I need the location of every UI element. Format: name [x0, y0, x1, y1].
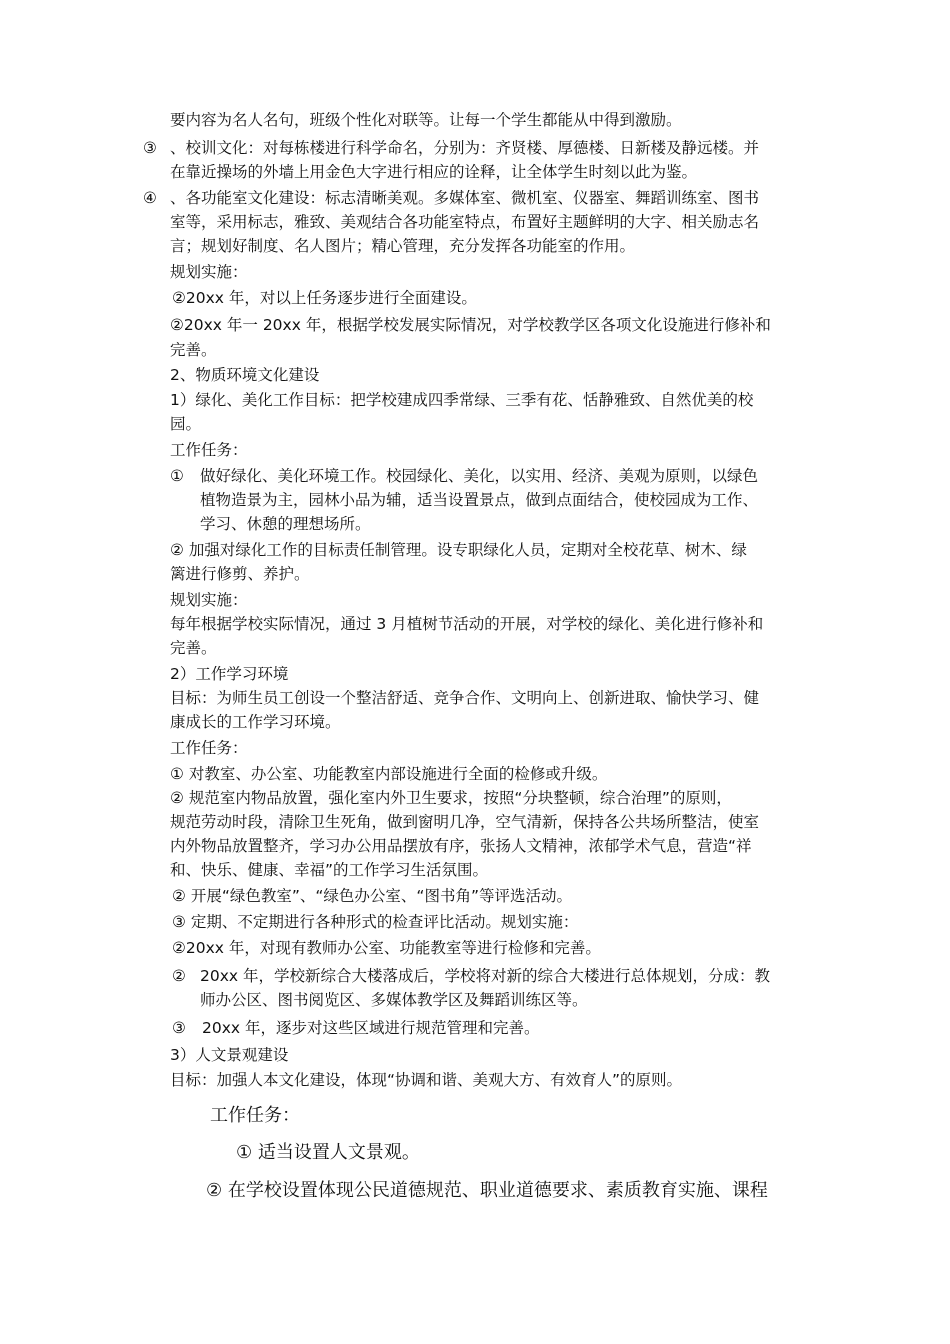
- text-line: ②20xx 年，对现有教师办公室、功能教室等进行检修和完善。: [172, 939, 601, 957]
- text-line: 目标：加强人本文化建设，体现“协调和谐、美观大方、有效育人”的原则。: [170, 1071, 683, 1089]
- text-line: 完善。: [170, 639, 217, 657]
- text-line: 和、快乐、健康、幸福”的工作学习生活氛围。: [170, 861, 489, 879]
- text-line: 康成长的工作学习环境。: [170, 713, 341, 731]
- text-line: 工作任务：: [170, 739, 248, 757]
- text-line: 工作任务：: [170, 441, 248, 459]
- list-marker: ③: [172, 1019, 186, 1037]
- text-line: 在靠近操场的外墙上用金色大字进行相应的诠释，让全体学生时刻以此为鉴。: [170, 163, 698, 181]
- text-line: 20xx 年，逐步对这些区域进行规范管理和完善。: [202, 1019, 540, 1037]
- text-line: ② 规范室内物品放置，强化室内外卫生要求，按照“分块整顿，综合治理”的原则，: [170, 789, 732, 807]
- text-line: 规划实施：: [170, 263, 248, 281]
- text-line: 、各功能室文化建设：标志清晰美观。多媒体室、微机室、仪器室、舞蹈训练室、图书: [170, 189, 760, 207]
- text-line: ③ 定期、不定期进行各种形式的检查评比活动。规划实施：: [172, 913, 579, 931]
- text-line: ②20xx 年，对以上任务逐步进行全面建设。: [172, 289, 477, 307]
- text-line: ② 加强对绿化工作的目标责任制管理。设专职绿化人员，定期对全校花草、树木、绿: [170, 541, 747, 559]
- section-heading: 3）人文景观建设: [170, 1046, 289, 1064]
- list-marker: ③: [143, 139, 157, 157]
- text-line: 完善。: [170, 341, 217, 359]
- text-line: ② 在学校设置体现公民道德规范、职业道德要求、素质教育实施、课程: [206, 1180, 768, 1201]
- text-line: 篱进行修剪、养护。: [170, 565, 310, 583]
- text-line: 、校训文化：对每栋楼进行科学命名，分别为：齐贤楼、厚德楼、日新楼及静远楼。并: [170, 139, 760, 157]
- text-line: ② 开展“绿色教室”、“绿色办公室、“图书角”等评选活动。: [172, 887, 572, 905]
- text-line: 工作任务：: [210, 1105, 300, 1126]
- list-marker: ④: [143, 189, 157, 207]
- text-line: 规范劳动时段，清除卫生死角，做到窗明几净，空气清新，保持各公共场所整洁，使室: [170, 813, 760, 831]
- list-marker: ①: [170, 467, 184, 485]
- text-line: 20xx 年，学校新综合大楼落成后，学校将对新的综合大楼进行总体规划，分成：教: [200, 967, 770, 985]
- section-heading: 2、物质环境文化建设: [170, 366, 320, 384]
- text-line: 学习、休憩的理想场所。: [200, 515, 371, 533]
- text-line: 言；规划好制度、名人图片；精心管理，充分发挥各功能室的作用。: [170, 237, 636, 255]
- section-heading: 2）工作学习环境: [170, 665, 289, 683]
- text-line: 室等，采用标志，雅致、美观结合各功能室特点，布置好主题鲜明的大字、相关励志名: [170, 213, 760, 231]
- text-line: 园。: [170, 415, 202, 433]
- text-line: 1）绿化、美化工作目标：把学校建成四季常绿、三季有花、恬静雅致、自然优美的校: [170, 391, 754, 409]
- text-line: 师办公区、图书阅览区、多媒体教学区及舞蹈训练区等。: [200, 991, 588, 1009]
- text-line: 每年根据学校实际情况，通过 3 月植树节活动的开展，对学校的绿化、美化进行修补和: [170, 615, 764, 633]
- list-marker: ②: [172, 967, 186, 985]
- text-line: ① 适当设置人文景观。: [236, 1142, 420, 1163]
- text-line: 做好绿化、美化环境工作。校园绿化、美化，以实用、经济、美观为原则，以绿色: [200, 467, 759, 485]
- text-line: 植物造景为主，园林小品为辅，适当设置景点，做到点面结合，使校园成为工作、: [200, 491, 759, 509]
- text-line: 内外物品放置整齐，学习办公用品摆放有序，张扬人文精神，浓郁学术气息，营造“祥: [170, 837, 752, 855]
- text-line: ① 对教室、办公室、功能教室内部设施进行全面的检修或升级。: [170, 765, 608, 783]
- text-line: 规划实施：: [170, 591, 248, 609]
- text-line: ②20xx 年一 20xx 年，根据学校发展实际情况，对学校教学区各项文化设施进行修补和: [170, 316, 771, 334]
- text-line: 要内容为名人名句，班级个性化对联等。让每一个学生都能从中得到激励。: [170, 111, 682, 129]
- text-line: 目标：为师生员工创设一个整洁舒适、竞争合作、文明向上、创新进取、愉快学习、健: [170, 689, 760, 707]
